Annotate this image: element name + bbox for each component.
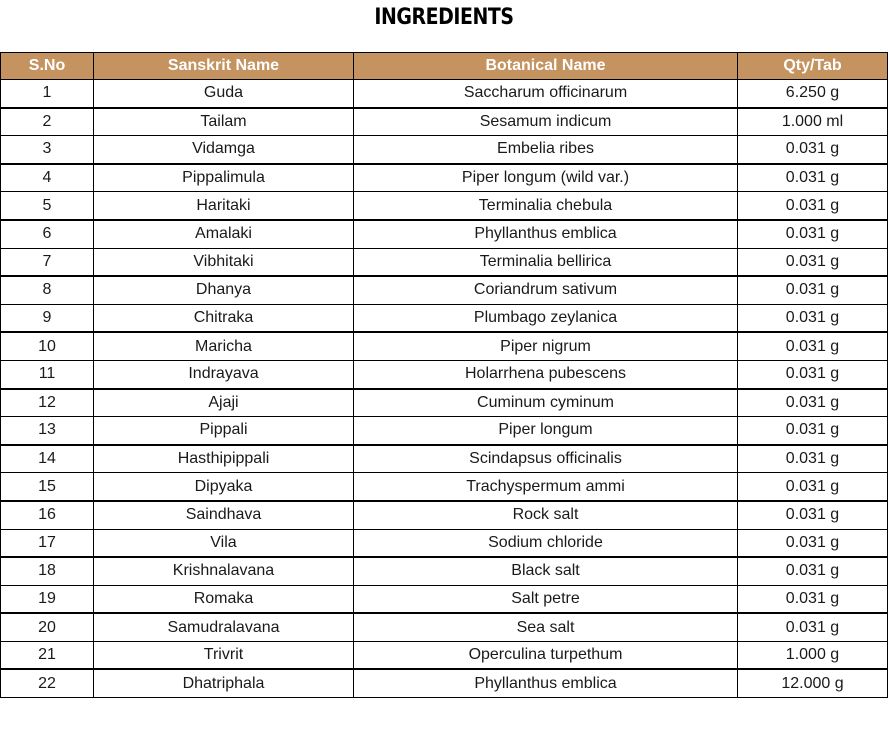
cell-sanskrit-name: Vila — [94, 529, 354, 557]
cell-botanical-name: Salt petre — [354, 585, 738, 613]
cell-qty-per-tab: 0.031 g — [738, 473, 888, 501]
table-row — [1, 501, 888, 529]
cell-sno: 13 — [1, 417, 94, 445]
cell-sanskrit-name: Tailam — [94, 108, 354, 136]
cell-qty-per-tab: 0.031 g — [738, 389, 888, 417]
cell-sanskrit-name: Haritaki — [94, 192, 354, 220]
cell-sanskrit-name: Dipyaka — [94, 473, 354, 501]
cell-sno: 21 — [1, 641, 94, 669]
cell-qty-per-tab: 0.031 g — [738, 192, 888, 220]
column-header-sno: S.No — [1, 53, 94, 80]
cell-botanical-name: Terminalia chebula — [354, 192, 738, 220]
cell-botanical-name: Embelia ribes — [354, 136, 738, 164]
cell-botanical-name: Sodium chloride — [354, 529, 738, 557]
cell-botanical-name: Trachyspermum ammi — [354, 473, 738, 501]
table-row — [1, 304, 888, 332]
table-row — [1, 613, 888, 641]
column-header-botanical-name: Botanical Name — [354, 53, 738, 80]
cell-botanical-name: Holarrhena pubescens — [354, 360, 738, 388]
cell-sanskrit-name: Saindhava — [94, 501, 354, 529]
cell-sanskrit-name: Samudralavana — [94, 613, 354, 641]
cell-sno: 8 — [1, 276, 94, 304]
cell-qty-per-tab: 0.031 g — [738, 332, 888, 360]
cell-botanical-name: Piper longum (wild var.) — [354, 164, 738, 192]
cell-botanical-name: Phyllanthus emblica — [354, 669, 738, 697]
cell-sanskrit-name: Krishnalavana — [94, 557, 354, 585]
cell-botanical-name: Sea salt — [354, 613, 738, 641]
cell-sanskrit-name: Indrayava — [94, 360, 354, 388]
cell-qty-per-tab: 0.031 g — [738, 445, 888, 473]
column-header-qty-per-tab: Qty/Tab — [738, 53, 888, 80]
cell-sno: 15 — [1, 473, 94, 501]
cell-botanical-name: Plumbago zeylanica — [354, 304, 738, 332]
cell-botanical-name: Scindapsus officinalis — [354, 445, 738, 473]
cell-qty-per-tab: 0.031 g — [738, 276, 888, 304]
table-row — [1, 136, 888, 164]
cell-sanskrit-name: Pippali — [94, 417, 354, 445]
table-row — [1, 220, 888, 248]
table-header-row — [1, 53, 888, 80]
cell-sno: 18 — [1, 557, 94, 585]
cell-qty-per-tab: 12.000 g — [738, 669, 888, 697]
page-title: INGREDIENTS — [374, 5, 514, 30]
cell-qty-per-tab: 0.031 g — [738, 529, 888, 557]
cell-qty-per-tab: 0.031 g — [738, 501, 888, 529]
cell-sno: 17 — [1, 529, 94, 557]
table-row — [1, 332, 888, 360]
cell-botanical-name: Saccharum officinarum — [354, 80, 738, 108]
table-row — [1, 389, 888, 417]
table-row — [1, 276, 888, 304]
cell-botanical-name: Terminalia bellirica — [354, 248, 738, 276]
table-row — [1, 108, 888, 136]
cell-botanical-name: Black salt — [354, 557, 738, 585]
cell-sno: 1 — [1, 80, 94, 108]
cell-sanskrit-name: Romaka — [94, 585, 354, 613]
cell-qty-per-tab: 0.031 g — [738, 360, 888, 388]
ingredients-table — [0, 52, 888, 698]
cell-sno: 12 — [1, 389, 94, 417]
cell-sanskrit-name: Dhanya — [94, 276, 354, 304]
table-row — [1, 557, 888, 585]
cell-sno: 10 — [1, 332, 94, 360]
table-row — [1, 164, 888, 192]
cell-botanical-name: Cuminum cyminum — [354, 389, 738, 417]
cell-botanical-name: Operculina turpethum — [354, 641, 738, 669]
table-row — [1, 248, 888, 276]
cell-sanskrit-name: Hasthipippali — [94, 445, 354, 473]
cell-qty-per-tab: 0.031 g — [738, 304, 888, 332]
cell-sno: 9 — [1, 304, 94, 332]
cell-sanskrit-name: Pippalimula — [94, 164, 354, 192]
cell-sno: 11 — [1, 360, 94, 388]
cell-sno: 16 — [1, 501, 94, 529]
cell-sno: 14 — [1, 445, 94, 473]
cell-sanskrit-name: Amalaki — [94, 220, 354, 248]
table-row — [1, 80, 888, 108]
cell-sno: 20 — [1, 613, 94, 641]
cell-sno: 6 — [1, 220, 94, 248]
cell-sanskrit-name: Ajaji — [94, 389, 354, 417]
table-row — [1, 529, 888, 557]
ingredients-table-container — [0, 52, 888, 698]
cell-botanical-name: Piper nigrum — [354, 332, 738, 360]
cell-qty-per-tab: 0.031 g — [738, 585, 888, 613]
cell-sanskrit-name: Vidamga — [94, 136, 354, 164]
cell-sno: 7 — [1, 248, 94, 276]
cell-botanical-name: Rock salt — [354, 501, 738, 529]
cell-sno: 19 — [1, 585, 94, 613]
cell-qty-per-tab: 0.031 g — [738, 417, 888, 445]
cell-botanical-name: Piper longum — [354, 417, 738, 445]
cell-sanskrit-name: Trivrit — [94, 641, 354, 669]
cell-botanical-name: Sesamum indicum — [354, 108, 738, 136]
cell-qty-per-tab: 6.250 g — [738, 80, 888, 108]
cell-qty-per-tab: 0.031 g — [738, 557, 888, 585]
table-row — [1, 360, 888, 388]
table-row — [1, 585, 888, 613]
cell-sno: 22 — [1, 669, 94, 697]
table-body — [1, 80, 888, 698]
cell-sno: 2 — [1, 108, 94, 136]
cell-qty-per-tab: 1.000 g — [738, 641, 888, 669]
cell-sno: 5 — [1, 192, 94, 220]
cell-qty-per-tab: 0.031 g — [738, 220, 888, 248]
cell-sanskrit-name: Dhatriphala — [94, 669, 354, 697]
column-header-sanskrit-name: Sanskrit Name — [94, 53, 354, 80]
cell-sanskrit-name: Maricha — [94, 332, 354, 360]
cell-qty-per-tab: 0.031 g — [738, 613, 888, 641]
cell-qty-per-tab: 0.031 g — [738, 248, 888, 276]
cell-sno: 3 — [1, 136, 94, 164]
cell-botanical-name: Phyllanthus emblica — [354, 220, 738, 248]
table-row — [1, 473, 888, 501]
table-row — [1, 641, 888, 669]
cell-qty-per-tab: 0.031 g — [738, 164, 888, 192]
cell-qty-per-tab: 0.031 g — [738, 136, 888, 164]
cell-botanical-name: Coriandrum sativum — [354, 276, 738, 304]
table-row — [1, 417, 888, 445]
cell-sno: 4 — [1, 164, 94, 192]
cell-sanskrit-name: Chitraka — [94, 304, 354, 332]
cell-sanskrit-name: Vibhitaki — [94, 248, 354, 276]
table-row — [1, 192, 888, 220]
table-row — [1, 445, 888, 473]
cell-qty-per-tab: 1.000 ml — [738, 108, 888, 136]
table-row — [1, 669, 888, 697]
cell-sanskrit-name: Guda — [94, 80, 354, 108]
